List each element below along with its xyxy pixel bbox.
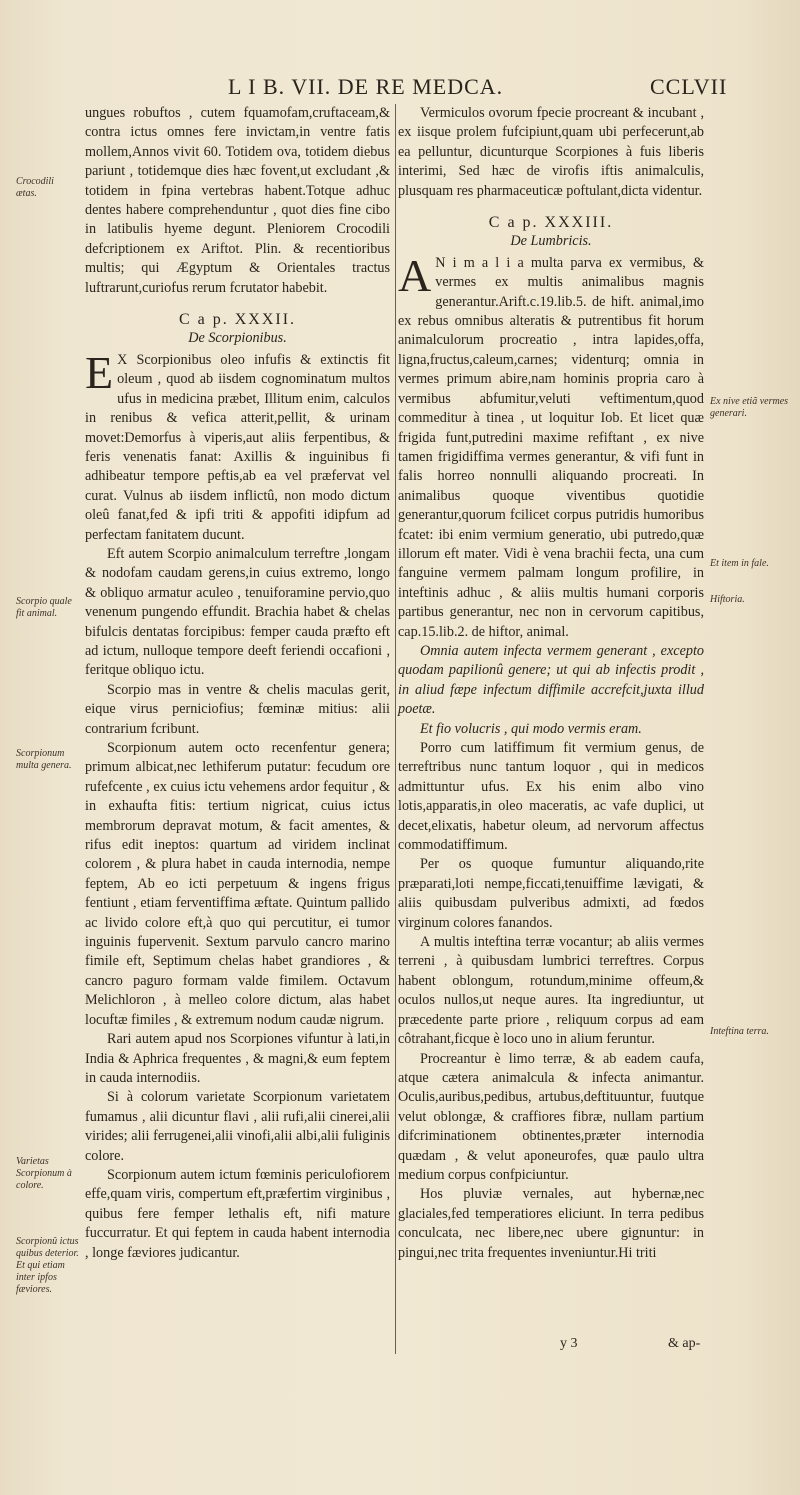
left-paragraph-2: Eft autem Scorpio animalculum terreftre ,longam & nodofam caudam gerens,in cuius extremo, longo & obliquo armatur aculeo , tenuiforamine pervio,quo venenum pungendo effundit. Brachia habet & chelas bifulcis dentatas forcipibus: femper cauda præfto eft ad ictum, nulloque tempore deeft feriendi occafioni , feritque obliquo ictu. <box>85 545 390 679</box>
margin-note-historia: Hiftoria. <box>710 594 745 605</box>
chapter-heading-32: C a p. XXXII. <box>178 311 297 329</box>
left-paragraph-6: Si à colorum varietate Scorpionum varietatem fumamus , alii dicuntur flavi , alii rufi,alii cinerei,alii virides; alii ferrugenei,alii vinofi,alii albi,alii fuliginis colore. <box>85 1089 390 1164</box>
chapter-subtitle-33: De Lumbricis. <box>510 233 592 250</box>
right-intro: Vermiculos ovorum fpecie procreant & incubant , ex iisque prolem fufcipiunt,quam ubi perfecerunt,ab ea pelluntur, dicunturque Scorpiones à fuis liberis interimi, Sed hæc de virofis iftis animalculis, plusquam res pharmaceuticæ poftulant,dicta videntur. <box>398 105 704 199</box>
left-column <box>85 104 390 1263</box>
signature-mark: y 3 <box>560 1336 578 1351</box>
drop-cap-e: E <box>85 346 114 398</box>
running-title: L I B. VII. DE RE MEDCA. <box>228 74 504 99</box>
left-paragraph-4: Scorpionum autem octo recenfentur genera; primum albicat,nec lethiferum putatur: fecudum ore rufefcente , ex cuius ictu vehemens ardor fequitur , & in exhaufta fitis: tertium nigricat, cuius ictus membrorum depravat motum, & facit amentes, & rifus edit ineptos: quartum ad viridem inclinat colorem , & plura habet in cauda internodia, nempe feptem, Ab eo icti perpetuum & ingens frigus fentiunt , etiam ferventiffima æftate. Quintum pallido ac livido colore eft,à quo qui percutitur, ei tumor inguinis fupervenit. Sextum parvulo cancro marino fimile eft, Septimum chelas habet grandiores , & cancro paguro formam valde fimilem. Octavum Melichloron , à melleo colore dictum, alas habet locuftæ fimiles , & extremum nodum caudæ nigrum. <box>85 740 390 1028</box>
catchword: & ap- <box>668 1336 701 1351</box>
margin-note-crocodili: Crocodili ætas. <box>16 176 54 199</box>
margin-note-et-item: Et item in fale. <box>710 558 769 569</box>
margin-note-ex-nive: Ex nive etiã vermes generari. <box>710 396 789 419</box>
left-intro: ungues robuftos , cutem fquamofam,cruftaceam,& contra ictus omnes fere invictam,in ventre fatis mollem,Annos vivit 60. Totidem ova, totidem diebus pariunt , totidemque dies hæc fovent,ut excludant ,& totidem in fpina vertebras habent.Totque adhuc dentes habere comprehenduntur , quot dies fine cibo in latibulis hyeme degunt. Pleniorem Crocodili defcriptionem ex Ariftot. Plin. & recentioribus multis; qui Ægyptum & Orientales tractus luftrarunt,curiofus rerum fcrutator habebit. <box>85 105 390 296</box>
right-paragraph-8: Hos pluviæ vernales, aut hybernæ,nec glaciales,fed temperatiores eliciunt. In terra pedibus conculcata, nec libere,nec ubere gignuntur: in pingui,nec trita frequentes inveniuntur.Hi triti <box>398 1186 704 1261</box>
right-paragraph-1-text: N i m a l i a multa parva ex vermibus, & vermes ex multis animalibus magnis generantur.Arift.c.19.lib.5. de hift. animal,imo ex rebus omnibus alteratis & putrentibus fit horum animalculorum procreatio , intra lapides,offa, ligna,fructus,caleum,carnes; videnturq; omnia in vermes primum abire,nam hominis propria caro à vermibus abfumitur,veluti veftimentum,quod commeditur à tinea , ut loquitur Iob. Et licet quæ frigida funt,putredini maxime refiftant , ex nive tamen frigidiffima vermes generantur, & vifi funt in falis horreo nonnulli aliquando procreati. In animalibus quoque viventibus quotidie generantur,quorum fcilicet corpus putridis humoribus fcatet: ibi enim vermium generatio, ubi putredo,quæ illorum eft mater. Vidi è vena brachii fecta, una cum fanguine vermem palmam longum profilire, in inteftinis adhuc , & aliis multis humani corporis partibus generantur, nec non in cervorum capitibus, cap.15.lib.2. de hiftor, animal. <box>398 254 704 640</box>
running-header <box>0 74 800 102</box>
margin-note-genera: Scorpionum multa genera. <box>16 748 72 771</box>
right-column <box>398 104 704 1263</box>
page-number: CCLVII <box>650 74 728 99</box>
margin-note-ictus: Scorpionû ictus quibus deterior. Et qui etiam inter ipfos fæviores. <box>16 1236 79 1295</box>
chapter-heading-33: C a p. XXXIII. <box>488 214 614 232</box>
drop-cap-a: A <box>398 249 432 301</box>
left-paragraph-5: Rari autem apud nos Scorpiones vifuntur à lati,in India & Aphrica frequentes , & magni,& eum feptem in cauda internodiis. <box>85 1031 390 1086</box>
margin-note-varietas: Varietas Scorpionum à colore. <box>16 1156 72 1191</box>
verse-quote: Et fio volucris , qui modo vermis eram. <box>420 720 642 737</box>
right-paragraph-6: A multis inteftina terræ vocantur; ab aliis vermes terreni , à quibusdam lumbrici terreftres. Corpus habent oblongum, rotundum,minime offeum,& oculos nullos,ut neque aures. Ita ingrediuntur, ut præcedente parte priore , reliquum corpus ad eam côtrahant,ficque è loco uno in alium feruntur. <box>398 934 704 1048</box>
right-paragraph-5: Per os quoque fumuntur aliquando,rite præparati,loti nempe,ficcati,tenuiffime lævigati, & aliis quibusdam pulveribus admixti, ad fœdos virginum colores fanandos. <box>398 856 704 931</box>
right-paragraph-4: Porro cum latiffimum fit vermium genus, de terreftribus nunc tantum loquor , qui in medicos admittuntur ufus. Ex his enim albo vino lotis,apparatis,in oleo maceratis, ac vafe duplici, ut decet,elixatis, habetur oleum, ad nervorum affectus commodatiffimum. <box>398 740 704 854</box>
left-paragraph-1-text: X Scorpionibus oleo infufis & extinctis fit oleum , quod ab iisdem cognominatum multos ufus in medicina præbet, Illitum enim, calculos in renibus & vefica atterit,pellit, & urinam movet:Demorfus à viperis,aut aliis ferpentibus, & feris venenatis fanat: Axillis & inguinibus fi adhibeatur tempore peftis,ab ea vel præfervat vel curat. Vulnus ab iisdem inflictû, non modo dictum oleû fanat,fed & ipfi triti & appofiti idipfum ad perfectam fanitatem ducunt. <box>85 351 390 543</box>
left-paragraph-7: Scorpionum autem ictum fœminis periculofiorem effe,quam viris, compertum eft,præfertim virginibus , quibus fere femper lethalis eft, nifi mature fuccurratur. Et qui feptem in cauda habent internodia , longe fæviores judicantur. <box>85 1166 390 1261</box>
margin-note-scorpio: Scorpio quale fit animal. <box>16 596 72 619</box>
column-divider <box>395 104 396 1354</box>
left-paragraph-1 <box>85 346 390 545</box>
right-paragraph-2: Omnia autem infecta vermem generant , excepto quodam papilionû genere; ut qui ab infectis prodit , in aliud fæpe infectum diffimile accrefcit,juxta illud poetæ. <box>398 642 704 718</box>
left-paragraph-3: Scorpio mas in ventre & chelis maculas gerit, eique virus perniciofius; fœminæ mitius: alii contrarium fcribunt. <box>85 681 390 737</box>
right-paragraph-7: Procreantur è limo terræ, & ab eadem caufa, atque cætera animalcula & infecta animantur. Oculis,auribus,pedibus, artubus,deftituuntur, fuutque velut oblongæ, & craffiores fibræ, nullam partium difcriminationem obtinentes,præter internodia quædam , & velut aponeurofes, quæ paulo ultra medium corpus confpiciuntur. <box>398 1050 704 1183</box>
chapter-subtitle-32: De Scorpionibus. <box>188 330 287 347</box>
margin-note-intestina: Inteftina terra. <box>710 1026 769 1037</box>
right-paragraph-1 <box>398 249 704 642</box>
